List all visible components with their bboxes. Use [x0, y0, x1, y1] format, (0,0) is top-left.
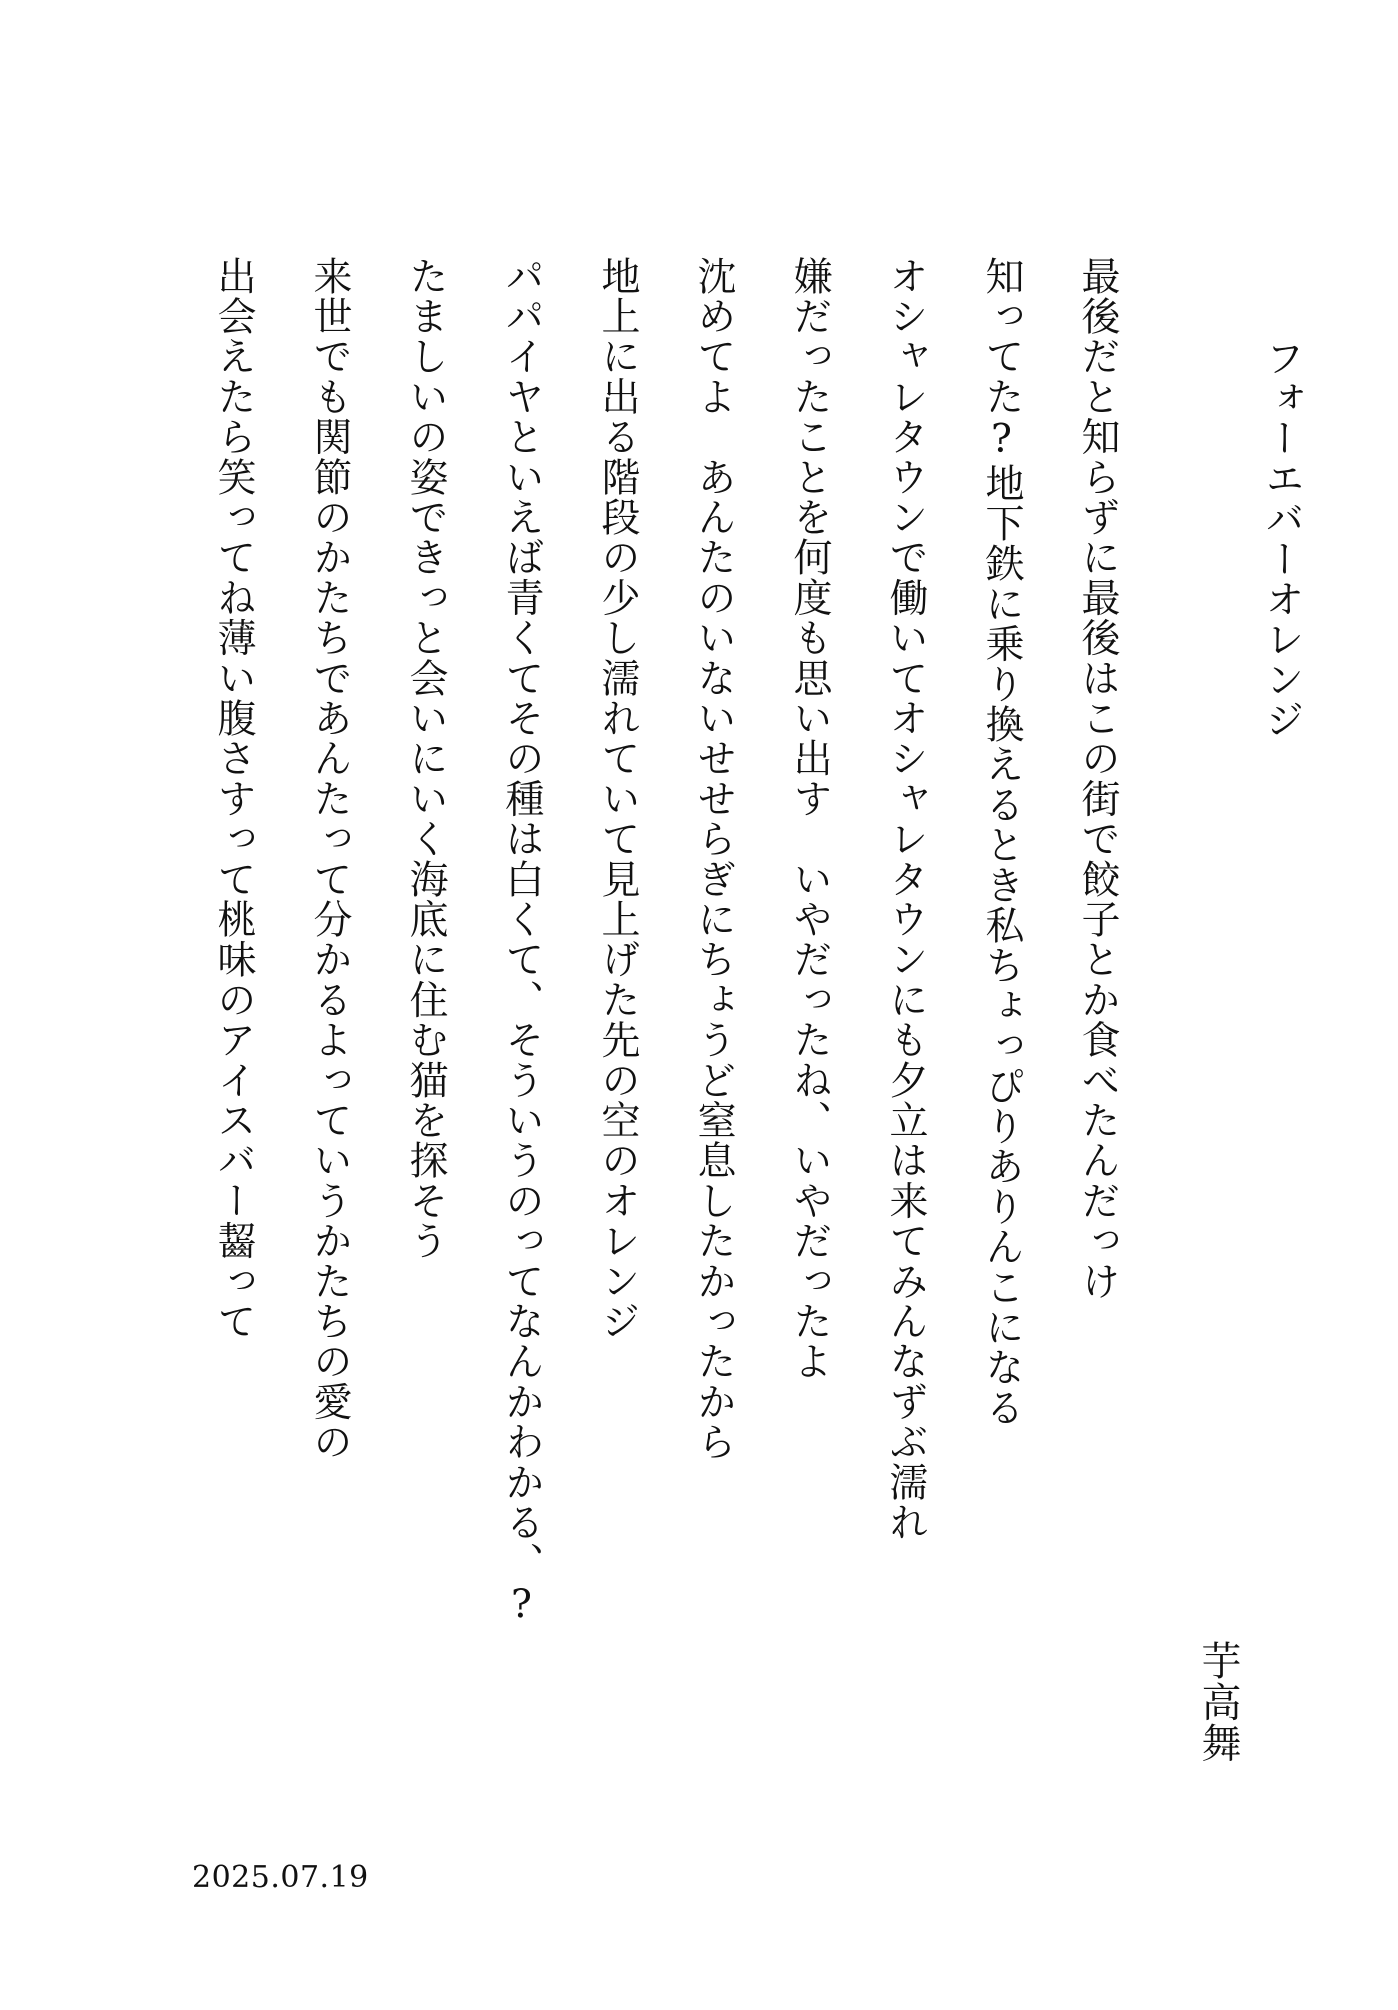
poem-line-8: たましいの姿できっと会いにいく海底に住む猫を探そう: [403, 256, 448, 1261]
poem-line-9: 来世でも関節のかたちであんたって分かるよっていうかたちの愛の: [307, 256, 352, 1462]
poem-line-3: オシャレタウンで働いてオシャレタウンにも夕立は来てみんなずぶ濡れ: [883, 256, 928, 1543]
poem-title: フォーエバーオレンジ: [1259, 338, 1304, 740]
poem-line-1: 最後だと知らずに最後はこの街で餃子とか食べたんだっけ: [1075, 256, 1120, 1302]
poem-line-2: 知ってた?地下鉄に乗り換えるとき私ちょっぴりありんこになる: [979, 256, 1024, 1428]
poem-line-6: 地上に出る階段の少し濡れていて見上げた先の空のオレンジ: [595, 256, 640, 1342]
poem-line-10: 出会えたら笑ってね薄い腹さすって桃味のアイスバー齧って: [211, 256, 256, 1342]
date-text: 2025.07.19: [192, 1860, 369, 1895]
poem-line-5: 沈めてよ あんたのいないせせらぎにちょうど窒息したかったから: [691, 256, 736, 1462]
author-name: 芋高舞: [1195, 1640, 1241, 1764]
poem-line-7: パパイヤといえば青くてその種は白くて、そういうのってなんかわかる、?: [499, 256, 544, 1629]
poem-line-4: 嫌だったことを何度も思い出す いやだったね、いやだったよ: [787, 256, 832, 1382]
